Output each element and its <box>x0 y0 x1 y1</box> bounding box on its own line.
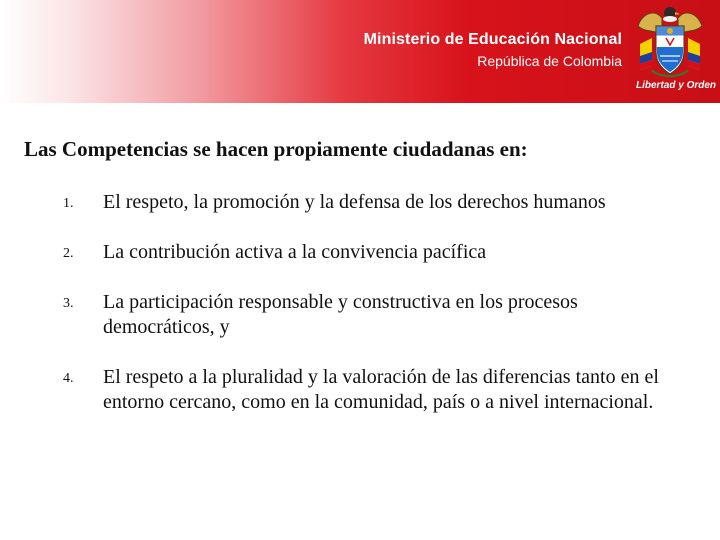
national-motto: Libertad y Orden <box>636 80 717 91</box>
list-item-number: 4. <box>63 371 74 386</box>
ministry-name: Ministerio de Educación Nacional <box>363 31 622 48</box>
country-name: República de Colombia <box>477 53 622 69</box>
list-item-text: El respeto a la pluralidad y la valoración de las diferencias tanto en el entorno cercano, como en la comunidad, país o a nivel internacional. <box>103 366 659 413</box>
list-item-text: La participación responsable y constructiva en los procesos democráticos, y <box>103 291 578 338</box>
list-item-number: 2. <box>63 246 74 261</box>
list-item-text: La contribución activa a la convivencia pacífica <box>103 241 487 263</box>
slide-title: Las Competencias se hacen propiamente ciudadanas en: <box>24 137 528 161</box>
list-item <box>63 240 663 265</box>
list-item-number: 1. <box>63 196 74 211</box>
list-item <box>63 290 663 340</box>
header-band <box>0 0 720 103</box>
list-item <box>63 365 663 415</box>
list-item <box>63 190 663 215</box>
colombia-coat-of-arms-icon <box>632 4 708 82</box>
list-item-text: El respeto, la promoción y la defensa de los derechos humanos <box>103 191 606 213</box>
list-item-number: 3. <box>63 296 74 311</box>
competencies-list <box>63 190 663 440</box>
